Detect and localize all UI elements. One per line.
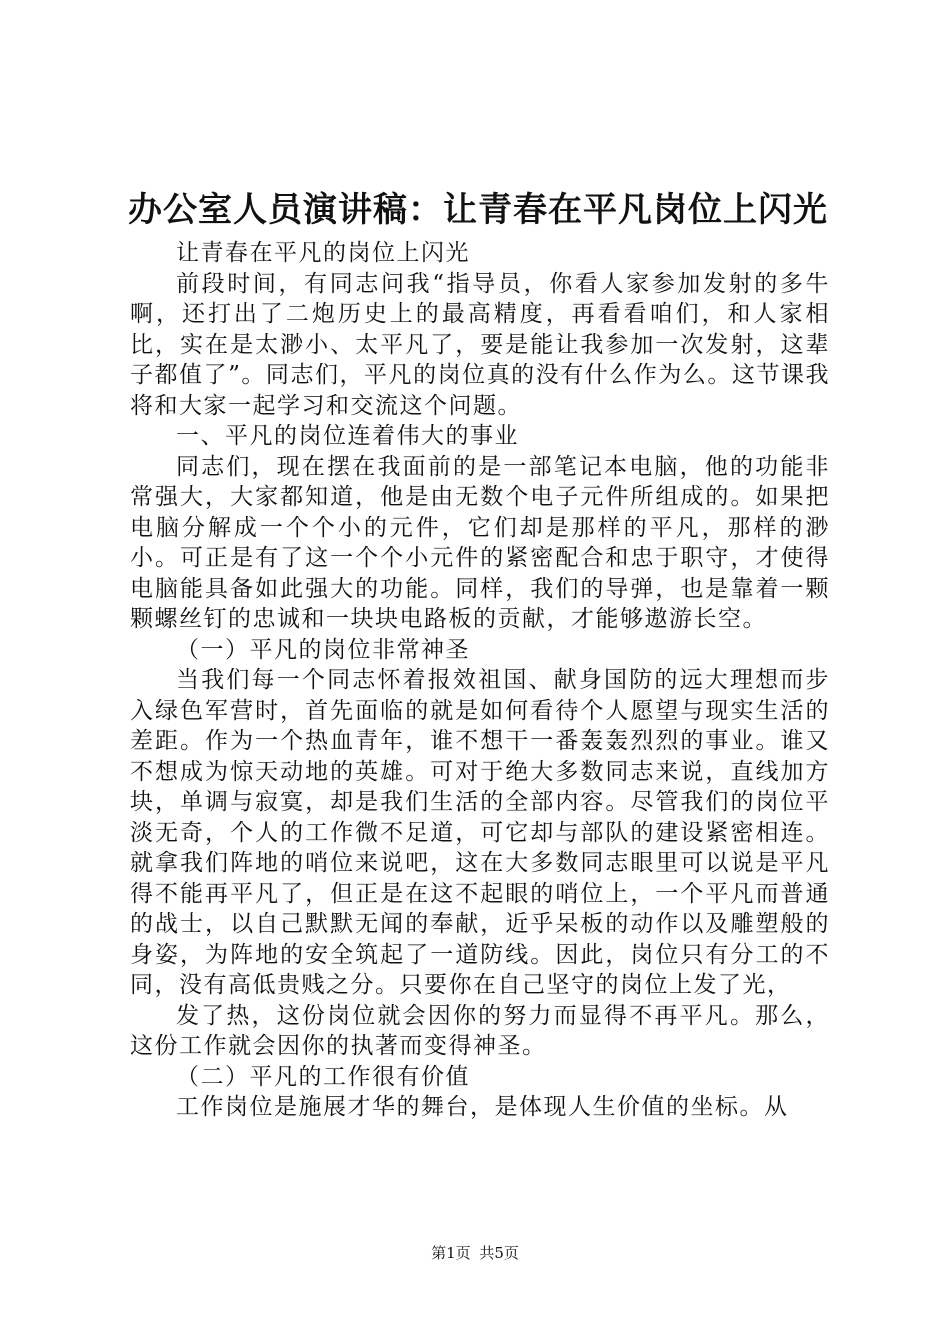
page-footer xyxy=(0,1243,950,1263)
intro-paragraph: 前段时间，有同志问我“指导员，你看人家参加发射的多牛啊，还打出了二炮历史上的最高精度，再看看咱们，和人家相比，实在是太渺小、太平凡了，要是能让我参加一次发射，这辈子都值了”。同志们，平凡的岗位真的没有什么作为么。这节课我将和大家一起学习和交流这个问题。 xyxy=(130,270,830,419)
body-paragraph: 工作岗位是施展才华的舞台，是体现人生价值的坐标。从 xyxy=(176,1094,789,1120)
body-paragraph: 同志们，现在摆在我面前的是一部笔记本电脑，他的功能非常强大，大家都知道，他是由无数个电子元件所组成的。如果把电脑分解成一个个小的元件，它们却是那样的平凡，那样的渺小。可正是有了这一个个小元件的紧密配合和忠于职守，才使得电脑能具备如此强大的功能。同样，我们的导弹，也是靠着一颗颗螺丝钉的忠诚和一块块电路板的贡献，才能够遨游长空。 xyxy=(130,453,830,632)
subsection-heading: （二）平凡的工作很有价值 xyxy=(176,1063,470,1090)
page-total: 共5页 xyxy=(479,1244,519,1262)
subtitle-paragraph: 让青春在平凡的岗位上闪光 xyxy=(176,240,470,266)
subsection-heading: （一）平凡的岗位非常神圣 xyxy=(176,636,470,663)
section-heading: 一、平凡的岗位连着伟大的事业 xyxy=(176,423,519,449)
body-paragraph: 当我们每一个同志怀着报效祖国、献身国防的远大理想而步入绿色军营时，首先面临的就是如何看待个人愿望与现实生活的差距。作为一个热血青年，谁不想干一番轰轰烈烈的事业。谁又不想成为惊天动地的英雄。可对于绝大多数同志来说，直线加方块，单调与寂寞，却是我们生活的全部内容。尽管我们的岗位平淡无奇，个人的工作微不足道，可它却与部队的建设紧密相连。就拿我们阵地的哨位来说吧，这在大多数同志眼里可以说是平凡得不能再平凡了，但正是在这不起眼的哨位上，一个平凡而普通的战士，以自己默默无闻的奉献，近乎呆板的动作以及雕塑般的身姿，为阵地的安全筑起了一道防线。因此，岗位只有分工的不同，没有高低贵贱之分。只要你在自己坚守的岗位上发了光， xyxy=(130,667,830,998)
document-body xyxy=(130,238,830,1123)
document-title: 办公室人员演讲稿：让青春在平凡岗位上闪光 xyxy=(128,190,828,230)
page-number: 第1页 xyxy=(431,1244,471,1262)
body-paragraph: 发了热，这份岗位就会因你的努力而显得不再平凡。那么，这份工作就会因你的执著而变得神圣。 xyxy=(130,1002,830,1059)
